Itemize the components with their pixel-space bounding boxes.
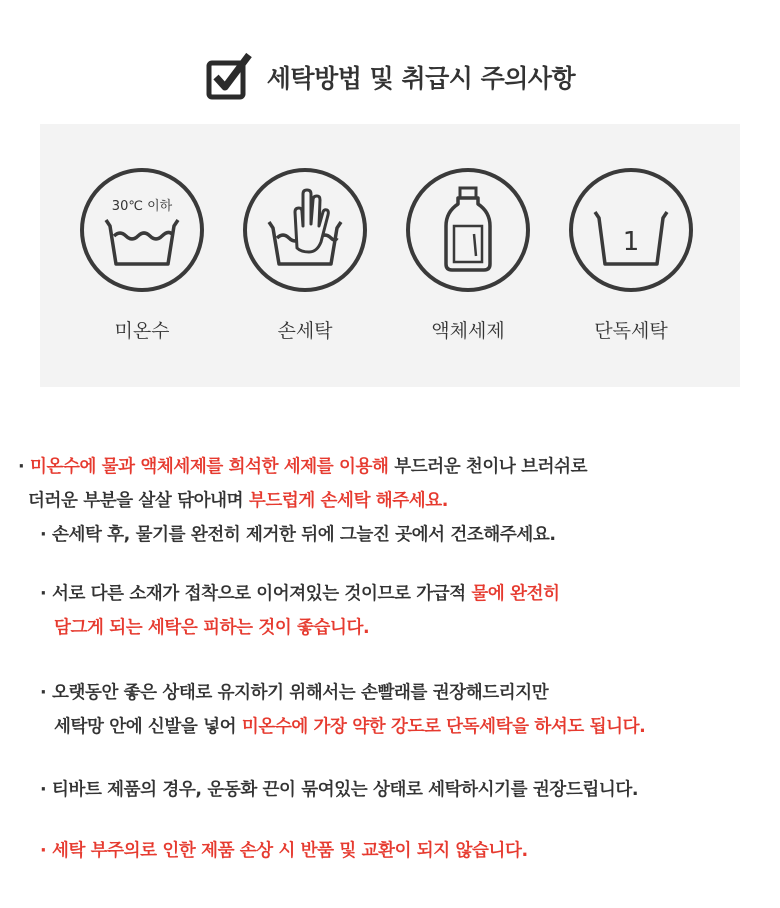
care-symbol-circle: [569, 168, 693, 292]
note-text: 손세탁 후, 물기를 완전히 제거한 뒤에 그늘진 곳에서 건조해주세요.: [51, 525, 556, 545]
note-3-line-1: [40, 577, 560, 611]
bullet: ·: [40, 780, 47, 800]
note-1-line-1: [18, 450, 587, 484]
note-5: [40, 773, 638, 807]
separate-wash-number: 1: [622, 227, 640, 257]
note-2: [40, 518, 556, 552]
wash-basin-number-icon: [583, 182, 679, 278]
temperature-text: 30℃ 이하: [111, 199, 173, 214]
care-symbol-label: 미온수: [114, 320, 170, 342]
note-text: 서로 다른 소재가 접착으로 이어져있는 것이므로 가급적: [51, 584, 472, 604]
care-symbol-circle: [80, 168, 204, 292]
liquid-detergent-bottle-icon: [420, 182, 516, 278]
note-text: 티바트 제품의 경우, 운동화 끈이 묶여있는 상태로 세탁하시기를 권장드립니다.: [51, 780, 639, 800]
care-symbol-hand-wash: [237, 168, 373, 343]
care-symbol-label: 단독세탁: [594, 320, 668, 342]
note-text: 더러운 부분을 살살 닦아내며: [28, 491, 249, 511]
bullet: ·: [40, 841, 47, 861]
note-highlight: 미온수에 물과 액체세제를 희석한 세제를 이용해: [29, 457, 389, 477]
wash-basin-30c-icon: [94, 182, 190, 278]
care-symbol-label: 액체세제: [431, 320, 505, 342]
bullet: ·: [40, 525, 47, 545]
note-1-line-2: [28, 484, 448, 518]
care-symbol-liquid-detergent: [400, 168, 536, 343]
note-4-line-1: [40, 676, 548, 710]
note-text: 오랫동안 좋은 상태로 유지하기 위해서는 손빨래를 권장해드리지만: [51, 683, 549, 703]
note-highlight: 부드럽게 손세탁 해주세요.: [248, 491, 449, 511]
note-highlight: 세탁 부주의로 인한 제품 손상 시 반품 및 교환이 되지 않습니다.: [51, 841, 528, 861]
care-symbols-panel: [40, 124, 740, 387]
care-symbol-label: 손세탁: [277, 320, 333, 342]
checkbox-check-icon: [205, 51, 255, 103]
note-6: [40, 834, 528, 868]
note-highlight: 담그게 되는 세탁은 피하는 것이 좋습니다.: [54, 618, 370, 638]
bullet: ·: [40, 683, 47, 703]
note-highlight: 미온수에 가장 약한 강도로 단독세탁을 하셔도 됩니다.: [241, 717, 646, 737]
note-3-line-2: [54, 611, 369, 645]
page-title: 세탁방법 및 취급시 주의사항: [266, 64, 576, 93]
bullet: ·: [40, 584, 47, 604]
care-symbol-circle: [406, 168, 530, 292]
hand-wash-icon: [257, 182, 353, 278]
note-highlight: 물에 완전히: [471, 584, 560, 604]
note-text: 부드러운 천이나 브러쉬로: [388, 457, 588, 477]
bullet: ·: [18, 457, 25, 477]
care-symbol-circle: [243, 168, 367, 292]
care-symbol-lukewarm: [74, 168, 210, 343]
note-4-line-2: [54, 710, 645, 744]
section-header: [0, 50, 780, 104]
care-symbol-separate-wash: [563, 168, 699, 343]
note-text: 세탁망 안에 신발을 넣어: [54, 717, 242, 737]
